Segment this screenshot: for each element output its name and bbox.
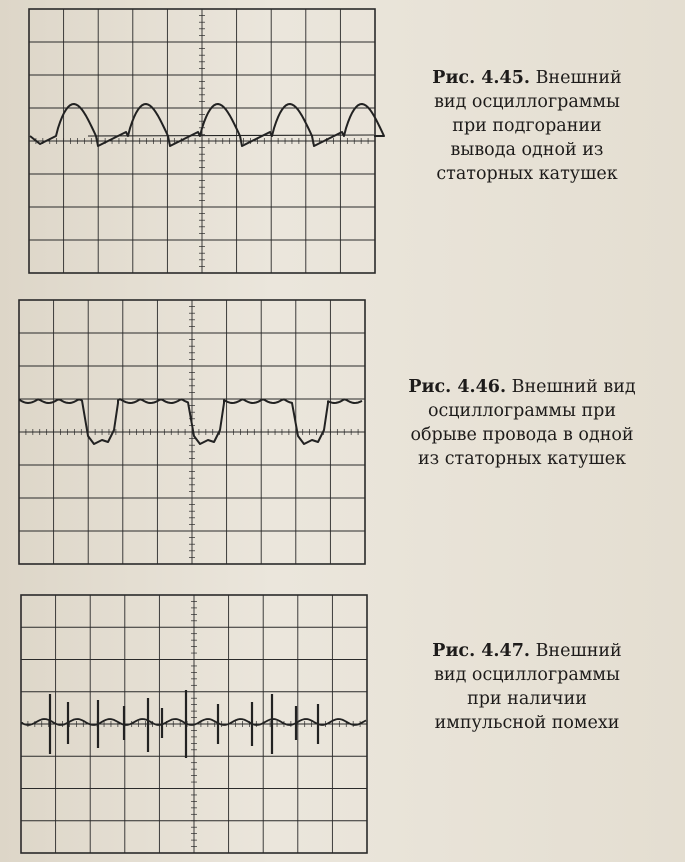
- baseline-trace: [88, 135, 374, 136]
- figure-number: Рис. 4.46.: [408, 377, 507, 397]
- caption-fig-4-46: [372, 375, 672, 471]
- oscillogram-fig-4-45: [28, 8, 376, 274]
- caption-line-4: вывода одной из: [450, 140, 604, 160]
- caption-line-4: импульсной помехи: [434, 713, 620, 733]
- caption-line-2: осциллограммы при: [427, 401, 617, 421]
- oscillogram-fig-4-46: [18, 299, 366, 565]
- oscillogram-screen: [28, 8, 376, 274]
- figure-number: Рис. 4.47.: [432, 641, 530, 661]
- oscilloscope-grid: [19, 300, 365, 564]
- caption-line-1: Рис. 4.45. Внешний: [432, 68, 622, 88]
- oscillogram-screen: [18, 299, 366, 565]
- oscillogram-trace: [30, 104, 384, 146]
- oscillogram-screen: [20, 594, 368, 854]
- caption-line-2: вид осциллограммы: [434, 92, 620, 112]
- caption-line-4: из статорных катушек: [417, 449, 627, 469]
- caption-line-3: при подгорании: [452, 116, 602, 136]
- caption-line-2: вид осциллограммы: [434, 665, 620, 685]
- caption-line-3: обрыве провода в одной: [410, 425, 634, 445]
- caption-fig-4-45: [392, 66, 662, 186]
- caption-line-5: статорных катушек: [436, 164, 618, 184]
- caption-line-3: при наличии: [467, 689, 587, 709]
- oscillogram-fig-4-47: [20, 594, 368, 854]
- caption-line-1: Рис. 4.46. Внешний вид: [408, 377, 636, 397]
- figure-number: Рис. 4.45.: [432, 68, 530, 88]
- caption-fig-4-47: [392, 639, 662, 735]
- caption-line-1: Рис. 4.47. Внешний: [432, 641, 622, 661]
